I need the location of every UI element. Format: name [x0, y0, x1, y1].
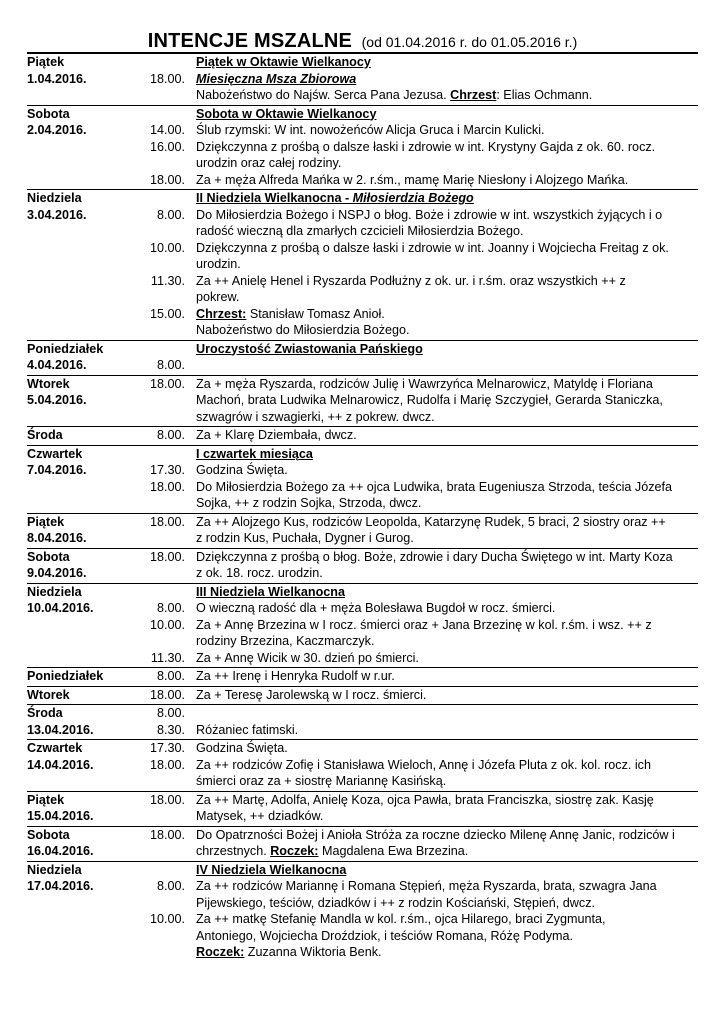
intention-row	[27, 740, 698, 757]
intention-continuation	[27, 808, 698, 825]
intention-text	[196, 122, 706, 139]
intention-text	[196, 462, 706, 479]
time-cell-empty	[135, 928, 187, 945]
intention-continuation	[27, 928, 698, 945]
day-name: Wtorek	[27, 376, 70, 391]
day-cell	[27, 155, 135, 172]
time-cell-empty	[135, 633, 187, 650]
feast-heading	[196, 190, 706, 207]
day-date: 8.04.2016.	[27, 531, 87, 545]
intention-row	[27, 757, 698, 774]
text-segment: Stanisław Tomasz Anioł.	[246, 306, 385, 321]
intention-text	[196, 341, 706, 358]
day-cell	[27, 944, 135, 961]
day-block	[27, 862, 698, 962]
intention-continuation	[27, 392, 698, 409]
mass-time: 8.00.	[156, 428, 185, 442]
text-em: Miesięczna Msza Zbiorowa	[196, 71, 357, 86]
day-date: 15.04.2016.	[27, 809, 94, 823]
day-cell	[27, 139, 135, 156]
day-block	[27, 827, 698, 862]
intention-row	[27, 668, 698, 685]
text-segment: urodzin oraz całej rodziny.	[196, 156, 342, 170]
mass-time: 8.00.	[156, 879, 185, 893]
mass-time: 18.00.	[149, 514, 185, 529]
time-cell-empty	[135, 843, 187, 860]
day-date: 16.04.2016.	[27, 844, 94, 858]
intention-row	[27, 479, 698, 496]
text-segment: chrzestnych.	[196, 844, 271, 858]
day-name: Sobota	[27, 549, 70, 564]
mass-time	[135, 87, 187, 104]
text-segment: : Elias Ochmann.	[496, 88, 593, 102]
intention-row	[27, 207, 698, 224]
intention-text	[196, 172, 706, 189]
intention-continuation	[27, 155, 698, 172]
mass-time: 8.30.	[156, 722, 185, 737]
intention-continuation	[27, 289, 698, 306]
time-cell-empty	[135, 223, 187, 240]
text-segment: z rodzin Kus, Puchała, Dygner i Gurog.	[196, 531, 414, 545]
day-date: 17.04.2016.	[27, 879, 94, 893]
intention-text	[196, 843, 706, 860]
intention-text	[196, 928, 706, 945]
mass-time: 11.30.	[150, 273, 185, 288]
intention-row	[27, 514, 698, 531]
intention-text	[196, 427, 706, 444]
text-segment: Za + męża Ryszarda, rodziców Julię i Wawrzyńca Melnarowicz, Matyldę i Floriana	[196, 376, 653, 391]
time-cell-empty	[135, 895, 187, 912]
intention-row	[27, 427, 698, 444]
feast-extra: Miłosierdzia Bożego	[352, 191, 474, 205]
intention-continuation	[27, 633, 698, 650]
intention-text	[196, 207, 706, 224]
text-segment: Sojka, ++ z rodzin Sojka, Strzoda, dwcz.	[196, 496, 422, 510]
intention-text	[196, 687, 706, 704]
feast-heading	[196, 446, 706, 463]
day-cell	[27, 289, 135, 306]
intention-continuation	[27, 322, 698, 339]
time-cell-empty	[135, 565, 187, 582]
intention-continuation	[27, 944, 698, 961]
intention-row	[27, 617, 698, 634]
time-cell-empty	[135, 54, 187, 71]
intention-text	[196, 256, 706, 273]
text-segment: Za + Annę Brzezina w I rocz. śmierci oraz + Jana Brzezinę w kol. r.śm. i wsz. ++ z	[196, 617, 652, 632]
time-cell-empty	[135, 446, 187, 463]
intention-row	[27, 549, 698, 566]
intention-row	[27, 650, 698, 667]
day-block	[27, 668, 698, 687]
page-title	[0, 30, 725, 53]
day-cell	[27, 256, 135, 273]
intention-text	[196, 722, 706, 739]
text-segment: Za ++ Anielę Henel i Ryszarda Podłużny z ok. ur. i r.śm. oraz wszystkich ++ z	[196, 273, 626, 288]
day-cell	[27, 172, 135, 189]
intention-continuation	[27, 773, 698, 790]
text-segment: Do Miłosierdzia Bożego i NSPJ o błog. Boże i zdrowie w int. wszystkich żyjących i o	[196, 207, 663, 222]
day-name: Wtorek	[27, 687, 70, 702]
text-segment: Dziękczynna z prośbą o dalsze łaski i zdrowie w int. Krystyny Gajda z ok. 60. rocz.	[196, 139, 656, 154]
text-segment: rodziny Brzezina, Kaczmarczyk.	[196, 634, 375, 648]
intention-text	[196, 514, 706, 531]
text-segment: Pijewskiego, teściów, dziadków i ++ z rodzin Kościański, Stępień, dwcz.	[196, 895, 595, 910]
intention-continuation	[27, 530, 698, 547]
mass-time: 18.00.	[149, 792, 185, 807]
time-cell-empty	[135, 530, 187, 547]
mass-time: 18.00.	[149, 827, 185, 842]
feast-heading	[196, 862, 706, 879]
day-name: Sobota	[27, 827, 70, 842]
text-head: Uroczystość Zwiastowania Pańskiego	[196, 341, 423, 356]
day-block	[27, 106, 698, 191]
day-date: 7.04.2016.	[27, 463, 87, 477]
time-cell-empty	[135, 584, 187, 601]
day-date: 13.04.2016.	[27, 722, 94, 737]
text-segment: urodzin.	[196, 257, 241, 271]
intention-text	[196, 565, 706, 582]
day-block	[27, 427, 698, 446]
day-cell	[27, 240, 135, 257]
feast-title: I czwartek miesiąca	[196, 446, 313, 461]
intention-text	[196, 878, 706, 895]
text-segment: Dziękczynna z prośbą o dalsze łaski i zdrowie w int. Joanny i Wojciecha Freitag z ok.	[196, 240, 669, 255]
intention-row	[27, 722, 698, 739]
text-segment: Do Opatrzności Bożej i Anioła Stróża za roczne dziecko Milenę Annę Janic, rodziców i	[196, 827, 675, 842]
day-block	[27, 705, 698, 740]
feast-title: Sobota w Oktawie Wielkanocy	[196, 106, 377, 121]
day-block	[27, 376, 698, 428]
day-cell	[27, 895, 135, 912]
day-cell	[27, 479, 135, 496]
intentions-table	[27, 52, 698, 962]
day-date: 10.04.2016.	[27, 601, 94, 615]
time-cell-empty	[135, 106, 187, 123]
text-lbl: Chrzest:	[196, 306, 247, 321]
text-segment: Za ++ rodziców Mariannę i Romana Stępień, męża Ryszarda, brata, szwagra Jana	[196, 879, 657, 893]
intention-text	[196, 617, 706, 634]
text-segment: Za + męża Alfreda Mańka w 2. r.śm., mamę Marię Niesłony i Alojzego Mańka.	[196, 172, 629, 187]
text-segment: Różaniec fatimski.	[196, 722, 299, 737]
intention-text	[196, 376, 706, 393]
intention-row	[27, 376, 698, 393]
intention-row	[27, 705, 698, 722]
intention-text	[196, 600, 706, 617]
intention-text	[196, 289, 706, 306]
text-segment: Za ++ Martę, Adolfa, Anielę Koza, ojca Pawła, brata Franciszka, siostrę zak. Kasję	[196, 792, 654, 807]
time-cell-empty	[135, 409, 187, 426]
text-segment: Matysek, ++ dziadków.	[196, 809, 324, 823]
mass-time: 17.30.	[149, 741, 185, 755]
intention-row	[27, 911, 698, 928]
day-cell	[27, 617, 135, 634]
intention-text	[196, 808, 706, 825]
intention-row	[27, 600, 698, 617]
day-name: Środa	[27, 706, 63, 720]
day-name: Czwartek	[27, 446, 83, 461]
mass-time: 18.00.	[149, 549, 185, 564]
day-block	[27, 792, 698, 827]
intention-continuation	[27, 223, 698, 240]
intention-text	[196, 773, 706, 790]
mass-time: 15.00.	[149, 306, 185, 321]
text-segment: pokrew.	[196, 290, 240, 304]
text-segment: Do Miłosierdzia Bożego za ++ ojca Ludwika, brata Eugeniusza Strzoda, teścia Józefa	[196, 479, 673, 494]
day-block	[27, 446, 698, 514]
mass-time: 18.00.	[149, 687, 185, 702]
day-name: Piątek	[27, 514, 65, 529]
feast-title: III Niedziela Wielkanocna	[196, 584, 345, 599]
day-block	[27, 54, 698, 106]
intention-row	[27, 462, 698, 479]
day-name: Czwartek	[27, 741, 83, 755]
intention-text	[196, 530, 706, 547]
time-cell-empty	[135, 773, 187, 790]
text-segment: Za + Klarę Dziembała, dwcz.	[196, 428, 357, 442]
intention-text	[196, 895, 706, 912]
feast-title: Piątek w Oktawie Wielkanocy	[196, 55, 371, 69]
text-segment: Godzina Święta.	[196, 741, 288, 755]
title-main: INTENCJE MSZALNE	[147, 30, 353, 52]
feast-row	[27, 190, 698, 207]
mass-time: 10.00.	[149, 617, 185, 632]
feast-row	[27, 862, 698, 879]
day-date: 2.04.2016.	[27, 123, 87, 137]
day-cell	[27, 306, 135, 323]
intention-row	[27, 306, 698, 323]
time-cell-empty	[135, 322, 187, 339]
day-name: Poniedziałek	[27, 669, 104, 683]
intention-text	[196, 633, 706, 650]
time-cell-empty	[135, 392, 187, 409]
time-cell-empty	[135, 190, 187, 207]
time-cell-empty	[135, 155, 187, 172]
day-date: 1.04.2016.	[27, 71, 87, 86]
text-segment: Ślub rzymski: W int. nowożeńców Alicja Gruca i Marcin Kulicki.	[196, 123, 545, 137]
text-segment: Za ++ matkę Stefanię Mandla w kol. r.śm., ojca Hilarego, braci Zygmunta,	[196, 912, 606, 926]
mass-time	[135, 341, 187, 358]
text-segment: Zuzanna Wiktoria Benk.	[244, 945, 382, 959]
intention-text	[196, 322, 706, 339]
intention-text	[196, 495, 706, 512]
feast-title: II Niedziela Wielkanocna -	[196, 191, 353, 205]
mass-time: 18.00.	[149, 71, 185, 86]
time-cell-empty	[135, 289, 187, 306]
mass-time: 8.00.	[156, 207, 185, 222]
text-segment: Antoniego, Wojciecha Droździok, i teściów Romana, Różę Podyma.	[196, 928, 574, 943]
text-segment: Za ++ rodziców Zofię i Stanisława Wieloch, Annę i Józefa Pluta z ok. kol. rocz. ich	[196, 757, 651, 772]
intention-text	[196, 740, 706, 757]
day-name: Niedziela	[27, 862, 82, 877]
day-cell	[27, 409, 135, 426]
text-segment: szwagrów i szwagierki, ++ z pokrew. dwcz.	[196, 409, 435, 424]
intention-text	[196, 139, 706, 156]
day-block	[27, 584, 698, 669]
intention-row	[27, 792, 698, 809]
feast-heading	[196, 54, 706, 71]
intention-row	[27, 827, 698, 844]
day-block	[27, 190, 698, 341]
intention-continuation	[27, 843, 698, 860]
feast-row	[27, 106, 698, 123]
day-date: 4.04.2016.	[27, 358, 87, 372]
intention-continuation	[27, 256, 698, 273]
day-cell	[27, 495, 135, 512]
intention-text	[196, 409, 706, 426]
text-segment: Za ++ Alojzego Kus, rodziców Leopolda, Katarzynę Rudek, 5 braci, 2 siostry oraz ++	[196, 514, 666, 529]
intention-continuation	[27, 409, 698, 426]
day-cell	[27, 911, 135, 928]
intention-row	[27, 71, 698, 88]
text-segment: Nabożeństwo do Miłosierdzia Bożego.	[196, 323, 410, 337]
mass-time: 18.00.	[149, 479, 185, 494]
intention-text	[196, 306, 706, 323]
intention-text	[196, 705, 706, 722]
text-segment: Dziękczynna z prośbą o błog. Boże, zdrowie i dary Ducha Świętego w int. Marty Koza	[196, 549, 673, 564]
intention-text	[196, 273, 706, 290]
intention-row	[27, 273, 698, 290]
intention-row	[27, 87, 698, 104]
text-segment: śmierci oraz za + siostrę Mariannę Kasińską.	[196, 774, 447, 788]
intention-continuation	[27, 495, 698, 512]
intention-text	[196, 479, 706, 496]
text-segment: Machoń, brata Ludwika Melnarowicz, Rudolfa i Marię Szczygieł, Gerarda Staniczka,	[196, 393, 663, 407]
text-segment: Godzina Święta.	[196, 463, 288, 477]
intention-text	[196, 549, 706, 566]
intention-text	[196, 792, 706, 809]
intention-row	[27, 139, 698, 156]
day-name: Piątek	[27, 792, 65, 807]
intention-row	[27, 687, 698, 704]
day-block	[27, 687, 698, 706]
feast-row	[27, 584, 698, 601]
day-name: Środa	[27, 428, 63, 442]
day-name: Piątek	[27, 55, 65, 69]
day-date: 5.04.2016.	[27, 393, 87, 407]
day-cell	[27, 87, 135, 104]
mass-time: 10.00.	[149, 240, 185, 255]
text-lbl: Roczek:	[270, 844, 319, 858]
time-cell-empty	[135, 495, 187, 512]
day-name: Sobota	[27, 106, 70, 121]
day-date: 3.04.2016.	[27, 207, 87, 222]
intention-row	[27, 357, 698, 374]
day-name: Niedziela	[27, 584, 82, 599]
intention-continuation	[27, 565, 698, 582]
day-cell	[27, 773, 135, 790]
intention-row	[27, 878, 698, 895]
feast-heading	[196, 584, 706, 601]
intention-text	[196, 757, 706, 774]
text-segment: Za ++ Irenę i Henryka Rudolf w r.ur.	[196, 669, 395, 683]
intention-text	[196, 650, 706, 667]
intention-row	[27, 240, 698, 257]
day-date: 14.04.2016.	[27, 757, 94, 772]
day-cell	[27, 928, 135, 945]
intention-text	[196, 911, 706, 928]
mass-time: 10.00.	[149, 912, 185, 926]
intention-continuation	[27, 895, 698, 912]
text-segment: Nabożeństwo do Najśw. Serca Pana Jezusa.	[196, 88, 451, 102]
text-segment: radość wieczną dla zmarłych czcicieli Miłosierdzia Bożego.	[196, 224, 524, 238]
time-cell-empty	[135, 256, 187, 273]
intention-text	[196, 155, 706, 172]
title-date-range: (od 01.04.2016 r. do 01.05.2016 r.)	[361, 34, 578, 50]
mass-time: 8.00.	[156, 669, 185, 683]
intention-text	[196, 944, 706, 961]
mass-time: 11.30.	[150, 650, 185, 665]
day-cell	[27, 322, 135, 339]
text-lbl: Roczek:	[196, 945, 245, 959]
mass-time: 8.00.	[156, 358, 185, 372]
feast-heading	[196, 106, 706, 123]
day-cell	[27, 633, 135, 650]
text-segment: Magdalena Ewa Brzezina.	[318, 844, 469, 858]
intention-text	[196, 223, 706, 240]
mass-time: 16.00.	[149, 139, 185, 154]
mass-time: 8.00.	[156, 601, 185, 615]
day-cell	[27, 273, 135, 290]
intention-text	[196, 668, 706, 685]
day-block	[27, 514, 698, 549]
day-date: 9.04.2016.	[27, 566, 87, 580]
day-block	[27, 740, 698, 792]
text-segment: Za + Annę Wicik w 30. dzień po śmierci.	[196, 650, 419, 665]
day-name: Poniedziałek	[27, 341, 104, 356]
mass-time: 14.00.	[149, 123, 185, 137]
time-cell-empty	[135, 808, 187, 825]
intention-row	[27, 122, 698, 139]
text-segment: O wieczną radość dla + męża Bolesława Bugdoł w rocz. śmierci.	[196, 601, 556, 615]
day-block	[27, 341, 698, 376]
text-lbl: Chrzest	[450, 88, 497, 102]
intention-text	[196, 240, 706, 257]
intention-text	[196, 827, 706, 844]
intention-text	[196, 87, 706, 104]
text-segment: Za + Teresę Jarolewską w I rocz. śmierci.	[196, 687, 427, 702]
intention-text	[196, 357, 706, 374]
feast-row	[27, 54, 698, 71]
mass-time: 8.00.	[156, 706, 185, 720]
feast-title: IV Niedziela Wielkanocna	[196, 862, 347, 877]
mass-time: 18.00.	[149, 757, 185, 772]
intention-row	[27, 172, 698, 189]
time-cell-empty	[135, 862, 187, 879]
mass-time: 18.00.	[149, 172, 185, 187]
day-cell	[27, 650, 135, 667]
day-name: Niedziela	[27, 191, 82, 205]
mass-time: 18.00.	[149, 376, 185, 391]
intention-row	[27, 341, 698, 358]
day-cell	[27, 223, 135, 240]
mass-time: 17.30.	[149, 463, 185, 477]
feast-row	[27, 446, 698, 463]
day-block	[27, 549, 698, 584]
time-cell-empty	[135, 944, 187, 961]
intention-text	[196, 392, 706, 409]
intention-text	[196, 71, 706, 88]
text-segment: z ok. 18. rocz. urodzin.	[196, 566, 323, 580]
